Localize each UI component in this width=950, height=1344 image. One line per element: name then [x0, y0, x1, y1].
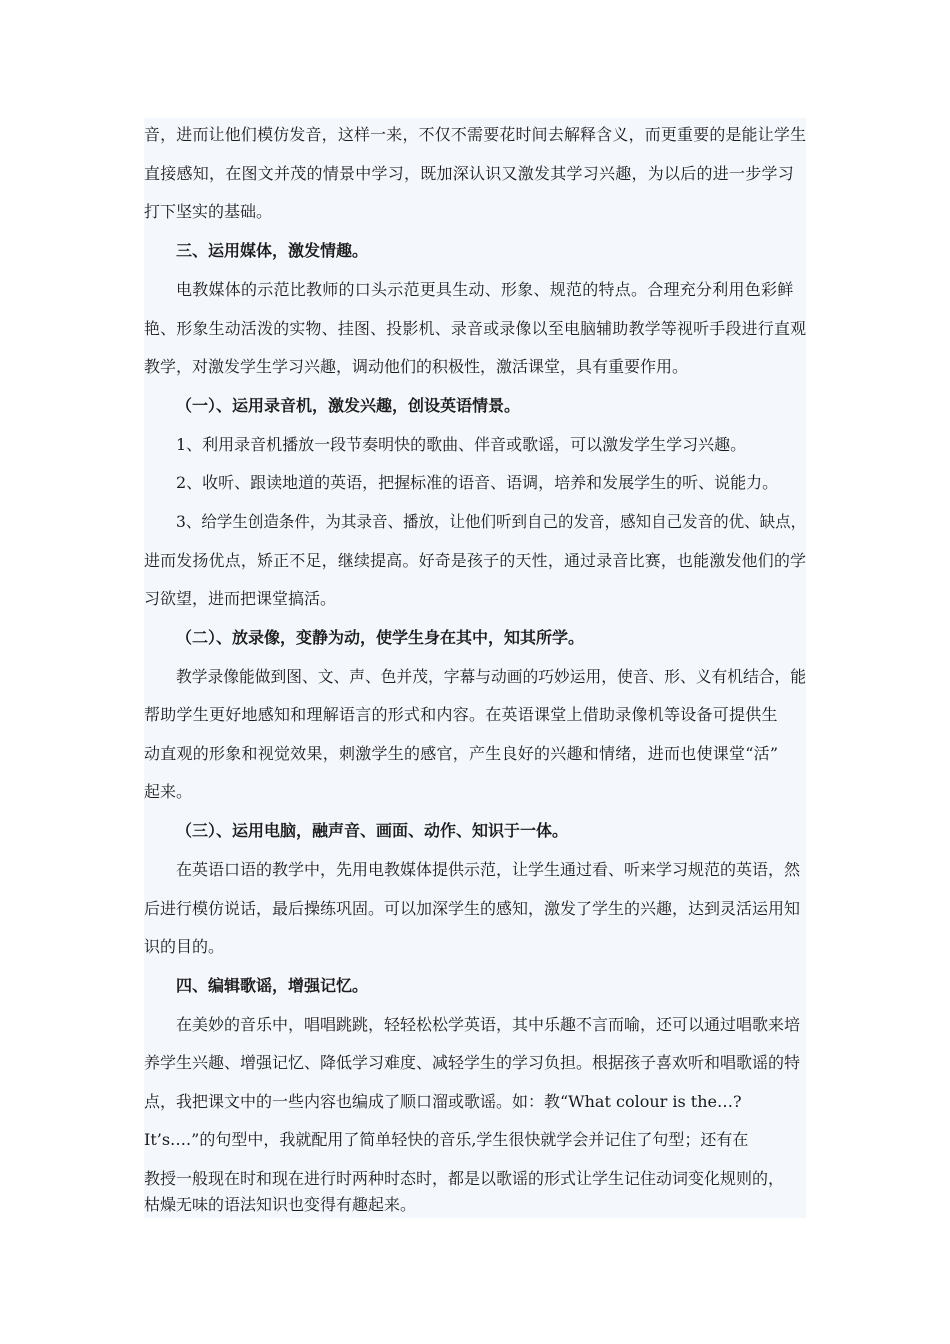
paragraph-line: 教学，对激发学生学习兴趣，调动他们的积极性，激活课堂，具有重要作用。	[144, 357, 689, 376]
paragraph-line: 后进行模仿说话，最后操练巩固。可以加深学生的感知，激发了学生的兴趣，达到灵活运用知	[144, 899, 801, 918]
section-heading-4: 四、编辑歌谣，增强记忆。	[176, 976, 369, 995]
paragraph-line: 电教媒体的示范比教师的口头示范更具生动、形象、规范的特点。合理充分利用色彩鲜	[176, 280, 794, 299]
paragraph-line: 识的目的。	[144, 937, 225, 956]
paragraph-line: 枯燥无味的语法知识也变得有趣起来。	[144, 1195, 417, 1214]
paragraph-line: 教学录像能做到图、文、声、色并茂，字幕与动画的巧妙运用，使音、形、义有机结合，能	[176, 667, 807, 686]
paragraph-line: 动直观的形象和视觉效果，刺激学生的感官，产生良好的兴趣和情绪，进而也使课堂“活”	[144, 744, 779, 763]
section-heading-3: 三、运用媒体，激发情趣。	[176, 241, 369, 260]
paragraph-line: 在美妙的音乐中，唱唱跳跳，轻轻松松学英语，其中乐趣不言而喻，还可以通过唱歌来培	[176, 1015, 801, 1034]
list-item: 2、收听、跟读地道的英语，把握标准的语音、语调，培养和发展学生的听、说能力。	[176, 473, 779, 492]
paragraph-line: 习欲望，进而把课堂搞活。	[144, 589, 337, 608]
paragraph-line: 直接感知，在图文并茂的情景中学习，既加深认识又激发其学习兴趣，为以后的进一步学习	[144, 164, 795, 183]
paragraph-line: 帮助学生更好地感知和理解语言的形式和内容。在英语课堂上借助录像机等设备可提供生	[144, 705, 778, 724]
paragraph-line: 在英语口语的教学中，先用电教媒体提供示范，让学生通过看、听来学习规范的英语，然	[176, 860, 801, 879]
paragraph-line: 音，进而让他们模仿发音，这样一来，不仅不需要花时间去解释含义，而更重要的是能让学生	[144, 125, 807, 144]
list-item: 1、利用录音机播放一段节奏明快的歌曲、伴音或歌谣，可以激发学生学习兴趣。	[176, 435, 747, 454]
paragraph-line: 艳、形象生动活泼的实物、挂图、投影机、录音或录像以至电脑辅助教学等视听手段进行直观	[144, 319, 807, 338]
paragraph-line: 起来。	[144, 782, 193, 801]
paragraph-line: 点，我把课文中的一些内容也编成了顺口溜或歌谣。如：教“What colour is the…?	[144, 1092, 742, 1111]
paragraph-line: It’s….”的句型中，我就配用了简单轻快的音乐,学生很快就学会并记住了句型；还有在	[144, 1130, 749, 1149]
document-body	[144, 118, 806, 1218]
list-item: 3、给学生创造条件，为其录音、播放，让他们听到自己的发音，感知自己发音的优、缺点，	[176, 512, 807, 531]
paragraph-line: 教授一般现在时和现在进行时两种时态时，都是以歌谣的形式让学生记住动词变化规则的，	[144, 1169, 785, 1188]
paragraph-line: 进而发扬优点，矫正不足，继续提高。好奇是孩子的天性，通过录音比赛，也能激发他们的学	[144, 551, 807, 570]
paragraph-line: 养学生兴趣、增强记忆、降低学习难度、减轻学生的学习负担。根据孩子喜欢听和唱歌谣的特	[144, 1053, 801, 1072]
subsection-heading-3: （三）、运用电脑，融声音、画面、动作、知识于一体。	[176, 821, 569, 840]
subsection-heading-2: （二）、放录像，变静为动，使学生身在其中，知其所学。	[176, 628, 585, 647]
subsection-heading-1: （一）、运用录音机，激发兴趣，创设英语情景。	[176, 396, 521, 415]
paragraph-line: 打下坚实的基础。	[144, 202, 273, 221]
